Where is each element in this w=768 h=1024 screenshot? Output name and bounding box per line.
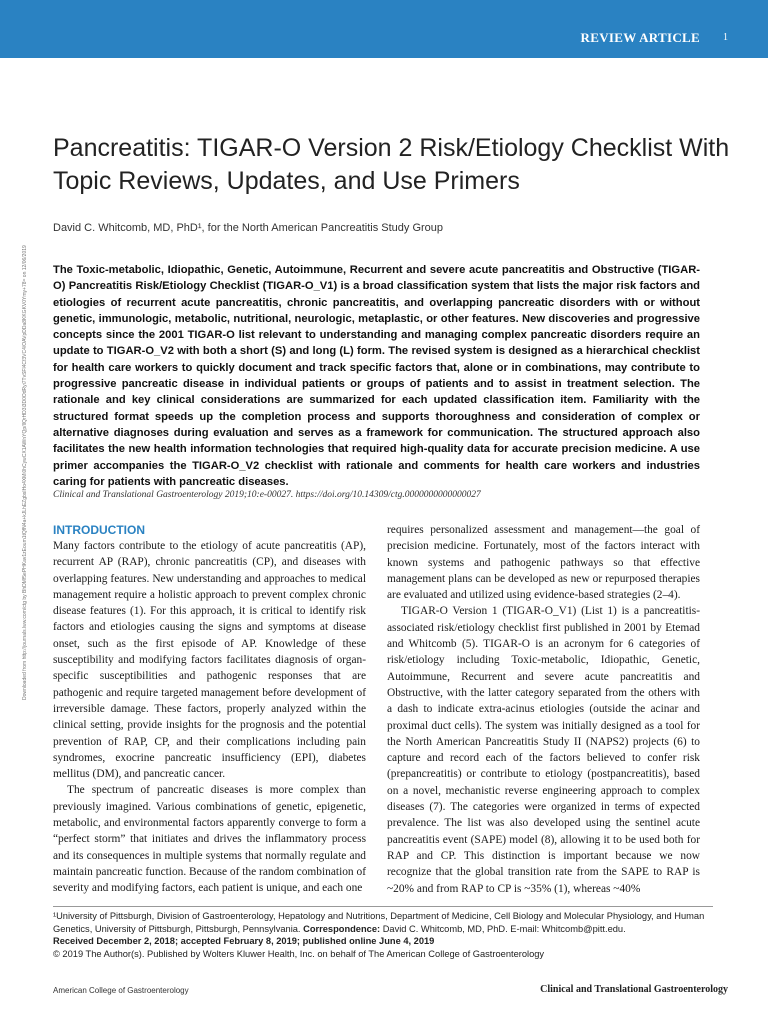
download-watermark: Downloaded from http://journals.lww.com/ctg by BhDMf5ePHKav1zEoum1tQfN4a+kJLhEZgbsIHo4XMi0hCywCX1AWnYQp/IlQrHD3i3D0OdRyi7TvSFl4Cf3VC4/OAVpDDa8KKGKV0Ymy+78= on 12/06/2019 <box>22 245 28 700</box>
correspondence-text[interactable]: David C. Whitcomb, MD, PhD. E-mail: Whitcomb@pitt.edu. <box>382 923 626 934</box>
abstract: The Toxic-metabolic, Idiopathic, Genetic, Autoimmune, Recurrent and severe acute pancreatitis and Obstructive (TIGAR-O) Pancreatitis Risk/Etiology Checklist (TIGAR-O_V1) is a broad classification system that lists the major risk factors and etiologies of recurrent acute pancreatitis, chronic pancreatitis, and overlapping pancreatic disorders with or without genetic, immunologic, metabolic, nutritional, neurologic, metaplastic, or other features. New discoveries and progressive concepts since the 2001 TIGAR-O list relevant to understanding and managing complex pancreatic disorders require an update to TIGAR-O_V2 with both a short (S) and long (L) form. The revised system is designed as a hierarchical checklist for health care workers to quickly document and track specific factors that, alone or in combinations, may contribute to progressive pancreatic disease in individual patients or groups of patients and to assist in treatment selection. The rationale and key clinical considerations are summarized for each updated classification item. Familiarity with the structured format speeds up the completion process and supports thoroughness and consideration of complex or alternative diagnoses during evaluation and serves as a framework for communication. The structured approach also facilitates the new health information technologies that required high-quality data for accurate precision medicine. A use primer accompanies the TIGAR-O_V2 checklist with rationale and comments for health care workers and industries caring for patients with pancreatic diseases. <box>53 264 700 488</box>
left-column <box>53 522 366 897</box>
author-line: David C. Whitcomb, MD, PhD¹, for the North American Pancreatitis Study Group <box>53 222 444 234</box>
correspondence-label: Correspondence: <box>303 923 381 934</box>
affiliation-text: ¹University of Pittsburgh, Division of Gastroenterology, Hepatology and Nutritions, Department of Medicine, Cell Biology and Molecular Physiology, and Human Genetics, University of Pittsburgh, Pittsburgh, Pennsylvania. <box>53 911 705 934</box>
body-paragraph: TIGAR-O Version 1 (TIGAR-O_V1) (List 1) is a pancreatitis-associated risk/etiology checklist first published in 2001 by Etemad and Whitcomb (5). TIGAR-O is an acronym for 6 categories of risk/etiology including Toxic-metabolic, Idiopathic, Genetic, Autoimmune, Recurrent and severe acute pancreatitis and Obstructive, with the latter category separated from the others with a dash to indicate extra-acinus etiologies (outside the acinar and proximal duct cells). The system was initially designed as a tool for the North American Pancreatitis Study II (NAPS2) projects (6) to capture and record each of the factors believed to confer risk (prepancreatitis) or contribute to etiology (postpancreatitis), based on a novel, mechanistic reverse engineering approach to complex diseases (7). The categories were organized in terms of expected prevalence. The list was also developed using the sentinel acute pancreatitis event (SAPE) model (8), allowing it to be used both for RAP and CP. This distinction is important because we now recognize that the global transition rate from the SAPE to RAP is ~20% and from RAP to CP is ~35% (1), whereas ~40% <box>387 605 700 895</box>
section-label: REVIEW ARTICLE <box>580 30 700 45</box>
introduction-heading: INTRODUCTION <box>53 523 145 537</box>
right-column <box>387 522 700 897</box>
header-bar <box>0 0 768 58</box>
body-paragraph: Many factors contribute to the etiology of acute pancreatitis (AP), recurrent AP (RAP), chronic pancreatitis (CP), and diseases with overlapping features. New understanding and approaches to medical management require a holistic approach to prevent complex chronic disease features (1). For this approach, it is critical to identify risk factors and etiologies causing the signs and symptoms at disease onset, such as the first episode of AP. Knowledge of these susceptibility and modifying factors facilitates diagnosis of organ-specific susceptibilities and pathogenic responses that are pathogenic and require targeted management before development of irreversible damage. These factors, properly analyzed within the clinical setting, provide insights for the prognosis and the potential prevention of RAP, CP, and their complications including pain syndromes, exocrine pancreatic insufficiency (EPI), diabetes mellitus (DM), and pancreatic cancer. <box>53 540 366 781</box>
body-paragraph: requires personalized assessment and management—the goal of precision medicine. Fortunately, most of the factors interact with known systems and pathogenic pathways so that effective management plans can be developed as new or repurposed therapies are evaluated and utilized using evidence-based strategies (2–4). <box>387 524 700 602</box>
footer-publisher: American College of Gastroenterology <box>53 986 189 995</box>
footnotes <box>53 910 718 960</box>
article-title: Pancreatitis: TIGAR-O Version 2 Risk/Etiology Checklist With Topic Reviews, Updates, and Use Primers <box>53 134 730 195</box>
body-paragraph: The spectrum of pancreatic diseases is more complex than previously imagined. Various combinations of genetic, epigenetic, metabolic, and environmental factors apparently converge to form a “perfect storm” that initiates and drives the inflammatory process and its consequences in multiple systems that normally regulate and maintain pancreatic function. Because of the random combination of severity and modifying factors, each patient is unique, and each one <box>53 784 366 895</box>
footnote-divider <box>53 906 713 907</box>
page-number: 1 <box>723 32 728 43</box>
affiliation-note <box>53 910 718 935</box>
copyright-notice: © 2019 The Author(s). Published by Wolters Kluwer Health, Inc. on behalf of The American College of Gastroenterology <box>53 948 545 959</box>
citation-line[interactable]: Clinical and Translational Gastroenterology 2019;10:e-00027. https://doi.org/10.14309/ctg.0000000000000027 <box>53 490 481 500</box>
footer-journal: Clinical and Translational Gastroenterology <box>540 984 728 995</box>
received-dates: Received December 2, 2018; accepted February 8, 2019; published online June 4, 2019 <box>53 936 435 947</box>
